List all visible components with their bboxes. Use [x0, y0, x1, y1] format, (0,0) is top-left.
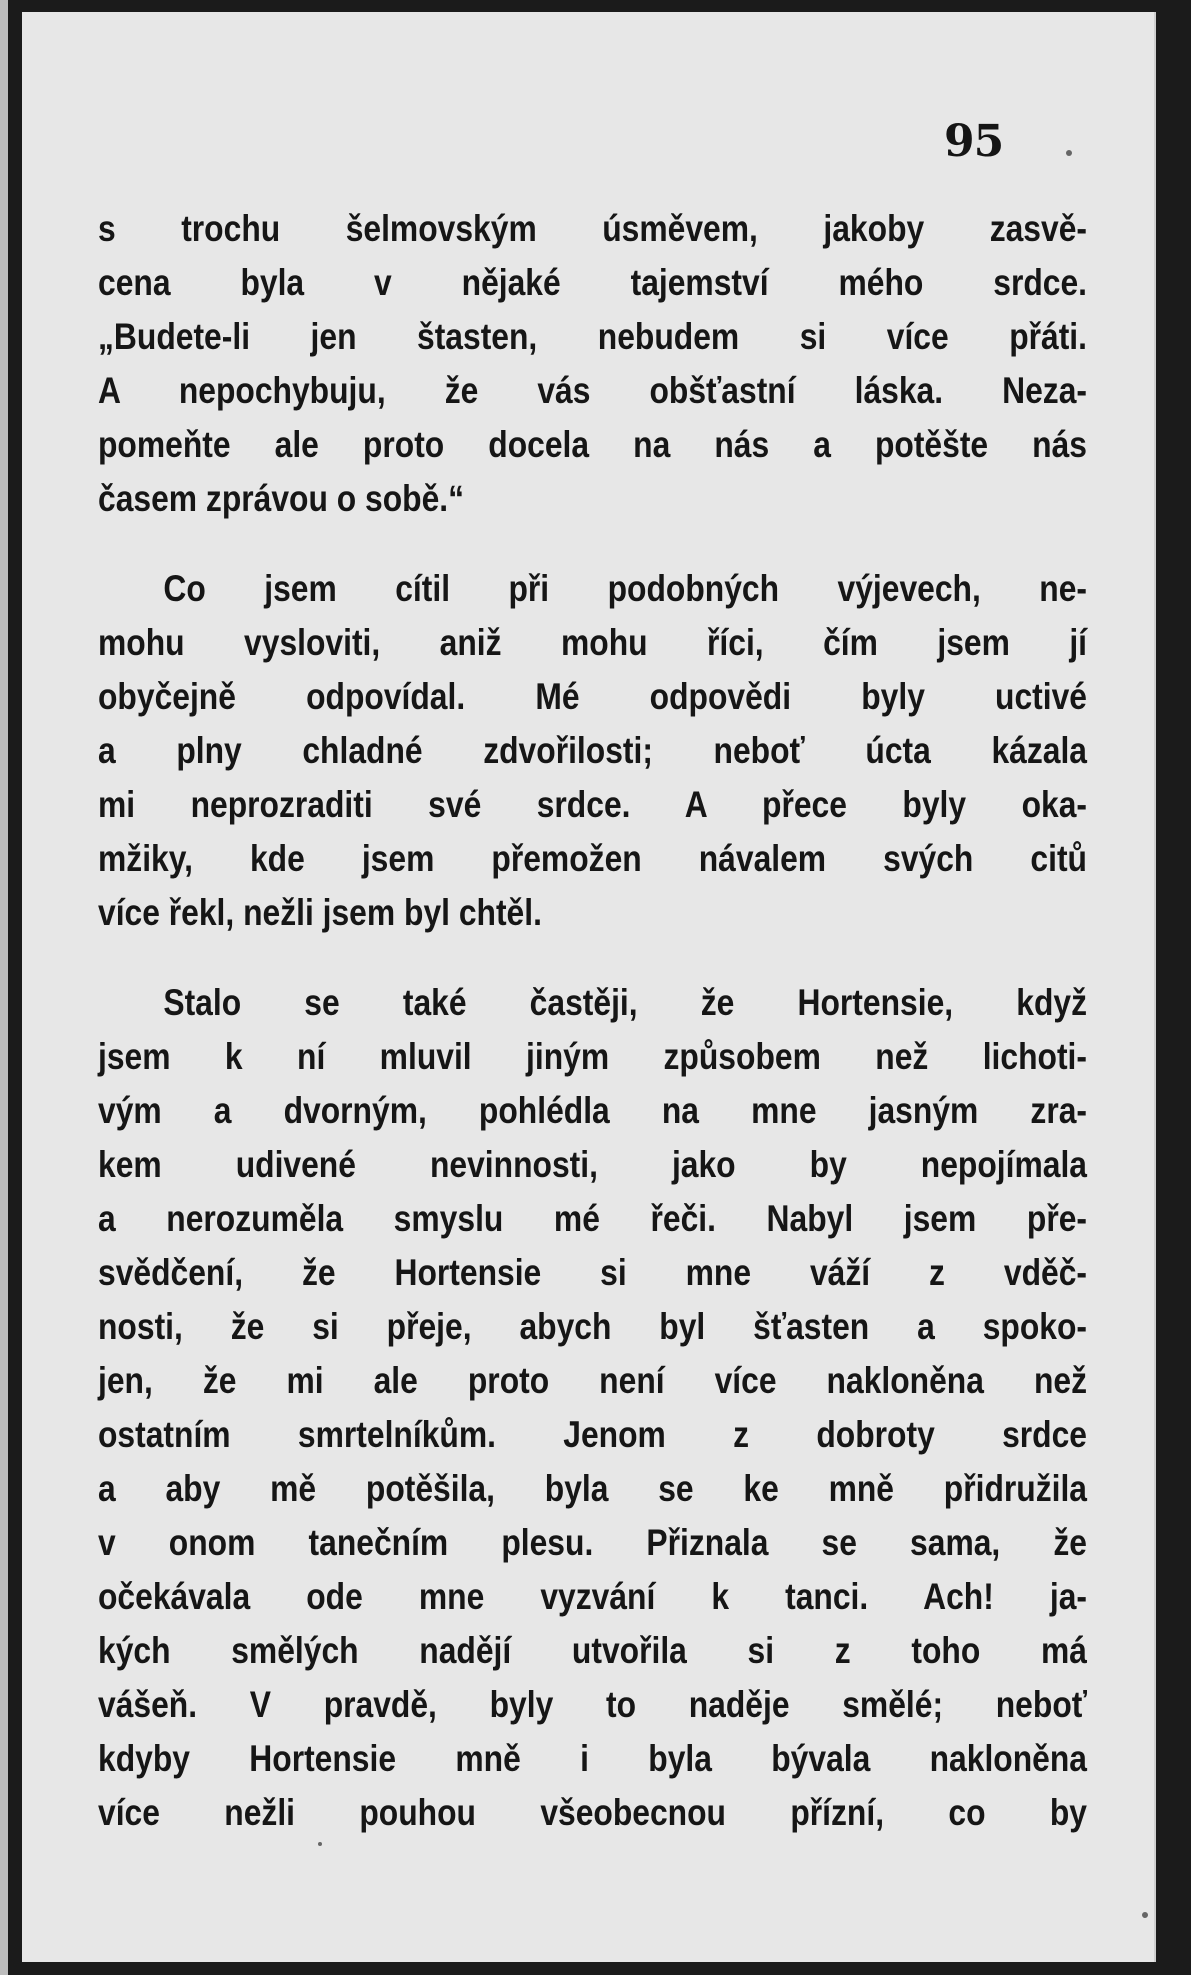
- text-line: obyčejně odpovídal. Mé odpovědi byly uctivé: [98, 676, 1087, 717]
- paragraph-2: [98, 562, 1088, 940]
- text-line: nosti, že si přeje, abych byl šťasten a spoko-: [98, 1306, 1087, 1347]
- text-line: jsem k ní mluvil jiným způsobem než lichoti-: [98, 1036, 1087, 1077]
- text-line: kdyby Hortensie mně i byla bývala nakloněna: [98, 1738, 1087, 1779]
- page-number: 95: [944, 116, 1004, 167]
- text-line: a plny chladné zdvořilosti; neboť úcta kázala: [98, 730, 1087, 771]
- text-line: ostatním smrtelníkům. Jenom z dobroty srdce: [98, 1414, 1087, 1455]
- paragraph-gap: [98, 940, 882, 976]
- text-line: svědčení, že Hortensie si mne váží z vděč-: [98, 1252, 1087, 1293]
- text-line: očekávala ode mne vyzvání k tanci. Ach! ja-: [98, 1576, 1087, 1617]
- text-line: v onom tanečním plesu. Přiznala se sama, že: [98, 1522, 1087, 1563]
- scan-speck: [1142, 1912, 1148, 1918]
- paragraph-3: [98, 976, 1088, 1840]
- text-line: časem zprávou o sobě.“: [98, 478, 465, 519]
- text-line: kem udivené nevinnosti, jako by nepojímala: [98, 1144, 1087, 1185]
- paragraph-1: [98, 202, 1087, 526]
- text-line: „Budete-li jen štasten, nebudem si více přáti.: [98, 316, 1087, 357]
- text-line: více řekl, nežli jsem byl chtěl.: [98, 892, 542, 933]
- text-line: cena byla v nějaké tajemství mého srdce.: [98, 262, 1087, 303]
- text-line: více nežli pouhou všeobecnou přízní, co by: [98, 1792, 1087, 1833]
- scan-speck: [1066, 150, 1072, 156]
- text-line: Stalo se také častěji, že Hortensie, když: [163, 982, 1088, 1023]
- body-text: [98, 202, 1088, 1840]
- text-line: vášeň. V pravdě, byly to naděje smělé; neboť: [98, 1684, 1087, 1725]
- text-line: mi neprozraditi své srdce. A přece byly oka-: [98, 784, 1087, 825]
- text-line: Co jsem cítil při podobných výjevech, ne-: [163, 568, 1088, 609]
- text-line: s trochu šelmovským úsměvem, jakoby zasvě-: [98, 208, 1087, 249]
- text-line: vým a dvorným, pohlédla na mne jasným zra-: [98, 1090, 1087, 1131]
- text-line: a aby mě potěšila, byla se ke mně přidružila: [98, 1468, 1087, 1509]
- text-line: pomeňte ale proto docela na nás a potěšte nás: [98, 424, 1087, 465]
- text-line: kých smělých nadějí utvořila si z toho má: [98, 1630, 1087, 1671]
- text-line: a nerozuměla smyslu mé řeči. Nabyl jsem pře-: [98, 1198, 1087, 1239]
- text-line: A nepochybuju, že vás obšťastní láska. Neza-: [98, 370, 1087, 411]
- text-line: mohu vysloviti, aniž mohu říci, čím jsem jí: [98, 622, 1087, 663]
- text-line: jen, že mi ale proto není více nakloněna než: [98, 1360, 1087, 1401]
- book-page: [22, 12, 1156, 1962]
- scan-speck: [318, 1842, 322, 1846]
- page-edge: [0, 0, 8, 1975]
- text-line: mžiky, kde jsem přemožen návalem svých citů: [98, 838, 1087, 879]
- paragraph-gap: [98, 526, 882, 562]
